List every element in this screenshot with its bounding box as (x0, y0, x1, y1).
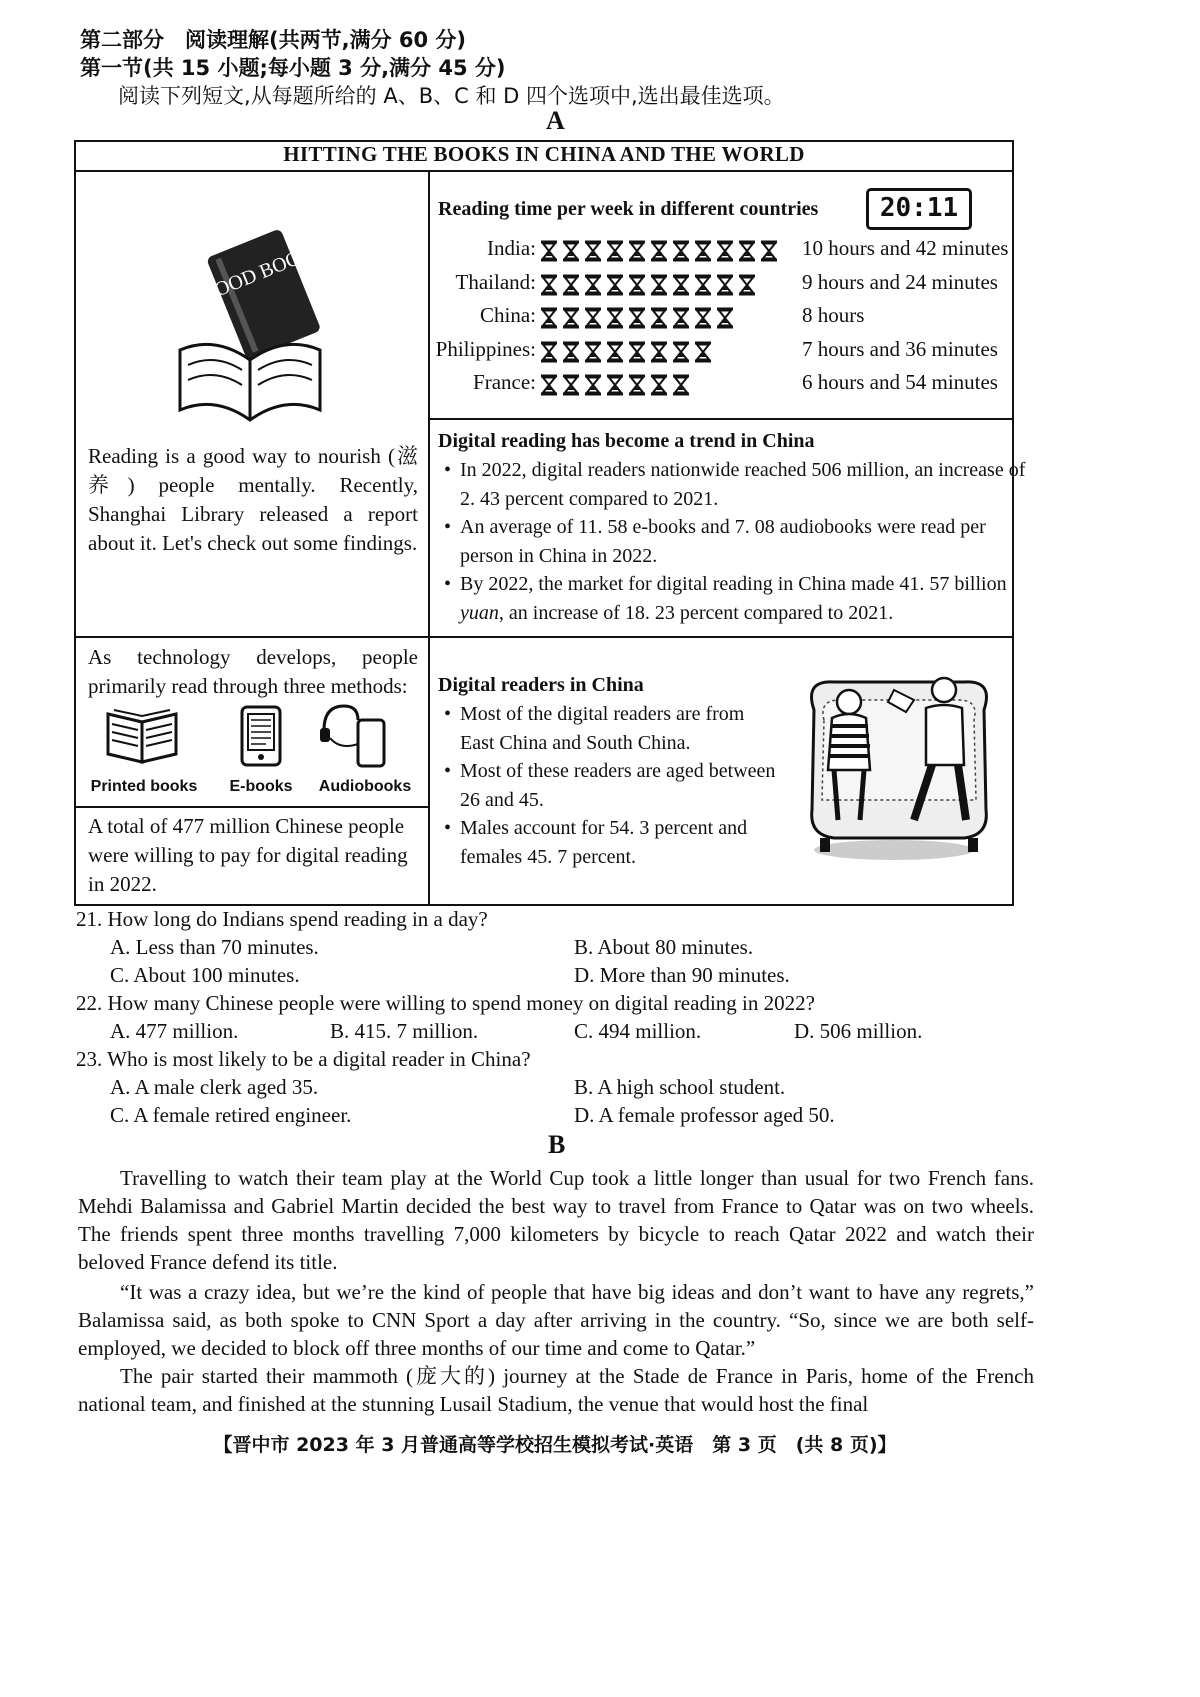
country-label: Philippines: (435, 336, 536, 361)
readers-bullet-1: • Most of the digital readers are from East China and South China. (438, 700, 783, 757)
intro-text: Reading is a good way to nourish (滋养) people mentally. Recently, Shanghai Library released a report about it. Let's check out some findings. (88, 444, 418, 555)
hourglass-icon (650, 240, 668, 262)
hourglass-row (540, 307, 734, 329)
q21-option-b: B. About 80 minutes. (574, 935, 754, 959)
q21-option-d: D. More than 90 minutes. (574, 963, 790, 987)
hourglass-icon (672, 274, 690, 296)
hourglass-icon (694, 307, 712, 329)
country-label: Thailand: (455, 269, 536, 294)
hourglass-icon (738, 240, 756, 262)
hourglass-icon (628, 307, 646, 329)
reading-time-value: 6 hours and 54 minutes (802, 370, 998, 394)
passage-b-paragraph-2: “It was a crazy idea, but we’re the kind of people that have big ideas and don’t want to have any regrets,” Balamissa said, as both spoke to CNN Sport a day after arriving in the country. “So, since we are both self-employed, we decided to block off three months of our time and come to Qatar.” (78, 1280, 1034, 1360)
digital-readers-list (438, 700, 783, 871)
hourglass-icon (606, 274, 624, 296)
q23-option-a: A. A male clerk aged 35. (110, 1075, 319, 1099)
hourglass-row (540, 274, 756, 296)
q21-option-c: C. About 100 minutes. (110, 963, 300, 987)
reading-time-value: 9 hours and 24 minutes (802, 269, 998, 294)
methods-text: As technology develops, people primarily read through three methods: (88, 645, 418, 698)
readers-bullet-2: • Most of these readers are aged between 26 and 45. (438, 757, 783, 814)
passage-b-label: B (548, 1130, 566, 1159)
hourglass-icon (694, 240, 712, 262)
hourglass-icon (760, 240, 778, 262)
ebooks-label: E-books (229, 778, 293, 795)
hourglass-icon (628, 240, 646, 262)
trend-bullet-1: • In 2022, digital readers nationwide reached 506 million, an increase of 2. 43 percent compared to 2021. (438, 456, 1030, 513)
printed-books-label: Printed books (90, 778, 198, 795)
left-rule-2 (74, 806, 428, 808)
hourglass-icon (738, 274, 756, 296)
hourglass-icon (672, 307, 690, 329)
hourglass-icon (650, 307, 668, 329)
book-cover-text: GOOD BOOK (198, 241, 318, 307)
country-label: India: (487, 236, 536, 260)
hourglass-icon (562, 274, 580, 296)
hourglass-icon (540, 374, 558, 396)
reading-time-value: 7 hours and 36 minutes (802, 336, 998, 361)
hourglass-row (540, 374, 690, 396)
hourglass-icon (562, 341, 580, 363)
book-illustration (170, 225, 330, 430)
trend-bullet-3-em: yuan (460, 601, 499, 624)
hourglass-row (540, 240, 778, 262)
middle-rule (74, 636, 1014, 638)
q23-stem: 23. Who is most likely to be a digital reader in China? (76, 1047, 531, 1071)
trend-bullet-2: • An average of 11. 58 e-books and 7. 08 audiobooks were read per person in China in 2022. (438, 513, 1030, 570)
hourglass-icon (716, 240, 734, 262)
hourglass-icon (672, 341, 690, 363)
reading-time-value: 8 hours (802, 303, 865, 327)
reading-time-heading: Reading time per week in different countries (438, 198, 819, 220)
couple-on-sofa-illustration (794, 660, 1004, 870)
trend-bullet-3-post: , an increase of 18. 23 percent compared to 2021. (498, 601, 894, 624)
hourglass-icon (584, 341, 602, 363)
hourglass-icon (606, 240, 624, 262)
hourglass-icon (650, 374, 668, 396)
title-rule (74, 170, 1014, 172)
digital-readers-heading: Digital readers in China (438, 674, 644, 696)
hourglass-row (540, 341, 712, 363)
hourglass-icon (606, 374, 624, 396)
reading-time-value: 10 hours and 42 minutes (802, 236, 1009, 260)
hourglass-icon (584, 274, 602, 296)
section-title: 第一节(共 15 小题;每小题 3 分,满分 45 分) (80, 56, 506, 80)
country-label: France: (473, 370, 536, 394)
q21-stem: 21. How long do Indians spend reading in a day? (76, 907, 488, 931)
clock-display: 20:11 (866, 188, 972, 230)
digital-trend-list (438, 456, 1030, 627)
hourglass-icon (540, 307, 558, 329)
trend-bullet-3-pre: By 2022, the market for digital reading in China made 41. 57 billion (460, 573, 1007, 595)
hourglass-icon (540, 240, 558, 262)
hourglass-icon (672, 374, 690, 396)
audiobooks-label: Audiobooks (318, 778, 412, 795)
hourglass-icon (650, 341, 668, 363)
hourglass-icon (540, 274, 558, 296)
q23-option-b: B. A high school student. (574, 1075, 786, 1099)
hourglass-icon (628, 274, 646, 296)
hourglass-icon (584, 240, 602, 262)
audiobook-headphones-icon (318, 700, 390, 772)
hourglass-icon (562, 240, 580, 262)
part-title: 第二部分 阅读理解(共两节,满分 60 分) (80, 28, 467, 52)
hourglass-icon (694, 274, 712, 296)
country-label: China: (480, 303, 536, 327)
hourglass-icon (562, 374, 580, 396)
hourglass-icon (606, 307, 624, 329)
digital-trend-heading: Digital reading has become a trend in China (438, 430, 815, 452)
printed-books-icon (104, 704, 182, 768)
readers-bullet-3: • Males account for 54. 3 percent and females 45. 7 percent. (438, 814, 783, 871)
table-title: HITTING THE BOOKS IN CHINA AND THE WORLD (283, 142, 805, 166)
q21-option-a: A. Less than 70 minutes. (110, 935, 319, 959)
q23-option-c: C. A female retired engineer. (110, 1103, 352, 1127)
instruction: 阅读下列短文,从每题所给的 A、B、C 和 D 四个选项中,选出最佳选项。 (118, 84, 785, 108)
q22-option-b: B. 415. 7 million. (330, 1019, 479, 1043)
q22-stem: 22. How many Chinese people were willing to spend money on digital reading in 2022? (76, 991, 815, 1015)
hourglass-icon (650, 274, 668, 296)
ebook-reader-icon (238, 704, 284, 770)
q23-option-d: D. A female professor aged 50. (574, 1103, 835, 1127)
trend-bullet-3 (438, 570, 1030, 627)
passage-a-label: A (546, 106, 565, 135)
q22-option-d: D. 506 million. (794, 1019, 923, 1043)
hourglass-icon (628, 374, 646, 396)
hourglass-icon (562, 307, 580, 329)
hourglass-icon (672, 240, 690, 262)
hourglass-icon (540, 341, 558, 363)
hourglass-icon (716, 274, 734, 296)
page-footer: 【晋中市 2023 年 3 月普通高等学校招生模拟考试·英语 第 3 页 (共 8 页)】 (213, 1434, 897, 1456)
passage-b-paragraph-1: Travelling to watch their team play at the World Cup took a little longer than usual for two French fans. Mehdi Balamissa and Gabriel Martin decided the best way to travel from France to Qatar was on two wheels. The friends spent three months travelling 7,000 kilometers by bicycle to reach Qatar 2022 and watch their beloved France defend its title. (78, 1166, 1034, 1274)
hourglass-icon (694, 341, 712, 363)
hourglass-icon (628, 341, 646, 363)
passage-b-paragraph-3: The pair started their mammoth (庞大的) journey at the Stade de France in Paris, home of the French national team, and finished at the stunning Lusail Stadium, the venue that would host the final (78, 1364, 1034, 1416)
hourglass-icon (584, 374, 602, 396)
q22-option-a: A. 477 million. (110, 1019, 239, 1043)
pay-text: A total of 477 million Chinese people were willing to pay for digital reading in 2022. (88, 814, 408, 896)
right-rule-1 (428, 418, 1014, 420)
hourglass-icon (716, 307, 734, 329)
hourglass-icon (606, 341, 624, 363)
q22-option-c: C. 494 million. (574, 1019, 702, 1043)
hourglass-icon (584, 307, 602, 329)
